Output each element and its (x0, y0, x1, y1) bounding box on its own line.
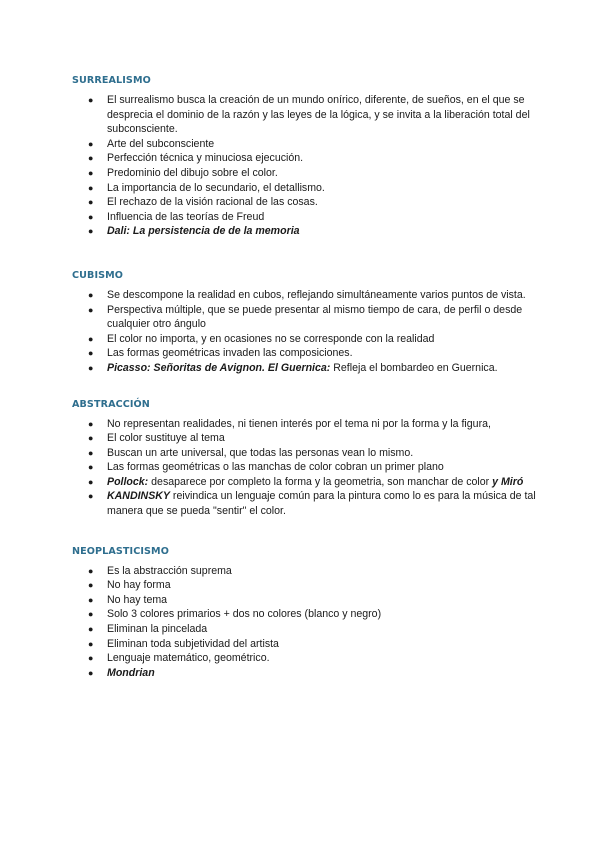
picasso-description: Refleja el bombardeo en Guernica. (330, 361, 498, 374)
artist-kandinsky: KANDINSKY (107, 490, 170, 503)
bullet-icon: ● (88, 362, 94, 373)
list-item: ● No representan realidades, ni tienen interés por el tema ni por la forma y la figura, (88, 417, 491, 430)
bullet-icon: ● (88, 418, 94, 429)
bullet-icon: ● (88, 638, 94, 649)
bullet-icon: ● (88, 95, 94, 105)
section-cubismo (72, 269, 540, 376)
bullet-icon: ● (88, 476, 94, 487)
bullet-icon: ● (88, 153, 94, 164)
bullet-list (72, 93, 540, 239)
section-neoplasticismo (72, 545, 540, 681)
bullet-icon: ● (88, 182, 94, 193)
list-item: ● Perspectiva múltiple, que se puede presentar al mismo tiempo de cara, de perfil o desde cualquier otro ángulo (88, 303, 523, 331)
bullet-icon: ● (88, 491, 94, 502)
section-heading: SURREALISMO (72, 75, 151, 86)
bullet-icon: ● (88, 624, 94, 635)
list-item: ● Buscan un arte universal, que todas las personas vean lo mismo. (88, 446, 414, 459)
artwork-picasso: Picasso: Señoritas de Avignon. El Guernica: (107, 361, 331, 374)
list-item: ● El surrealismo busca la creación de un mundo onírico, diferente, de sueños, en el que se desprecia el dominio de la razón y las leyes de la lógica, y se invita a la liberación total del subconsciente. (88, 94, 530, 136)
bullet-icon: ● (88, 462, 94, 473)
list-item: ● Es la abstracción suprema (88, 564, 232, 577)
kandinsky-description: reivindica un lenguaje común para la pintura como lo es para la música de tal manera que se pueda "sentir" el color. (107, 490, 536, 518)
bullet-icon: ● (88, 304, 94, 315)
bullet-icon: ● (88, 580, 94, 591)
bullet-icon: ● (88, 667, 94, 678)
artist-mondrian: Mondrian (107, 666, 155, 679)
list-item: ● No hay forma (88, 579, 171, 592)
artist-pollock: Pollock: (107, 475, 149, 488)
bullet-icon: ● (88, 289, 94, 300)
list-item: ● La importancia de lo secundario, el detallismo. (88, 181, 325, 194)
list-item (72, 224, 540, 239)
bullet-icon: ● (88, 653, 94, 664)
artwork-dali: Dali: La persistencia de de la memoria (107, 225, 300, 238)
list-item: ● El color sustituye al tema (88, 432, 225, 445)
section-abstraccion (72, 398, 540, 519)
bullet-icon: ● (88, 609, 94, 620)
list-item (72, 361, 540, 376)
list-item (72, 489, 540, 518)
list-item: ● Se descompone la realidad en cubos, reflejando simultáneamente varios puntos de vista. (88, 288, 526, 301)
section-surrealismo (72, 74, 540, 239)
list-item: ● Perfección técnica y minuciosa ejecución. (88, 152, 304, 165)
list-item: ● El rechazo de la visión racional de las cosas. (88, 196, 318, 209)
bullet-icon: ● (88, 565, 94, 576)
list-item: ● Influencia de las teorías de Freud (88, 210, 265, 223)
section-heading: NEOPLASTICISMO (72, 545, 169, 557)
list-item: ● No hay tema (88, 593, 168, 606)
section-heading: CUBISMO (72, 269, 124, 281)
bullet-icon: ● (88, 594, 94, 605)
list-item: ● Lenguaje matemático, geométrico. (88, 652, 270, 665)
section-heading: ABSTRACCIÓN (72, 398, 150, 410)
list-item: ● El color no importa, y en ocasiones no se corresponde con la realidad (88, 332, 435, 345)
bullet-icon: ● (88, 348, 94, 359)
bullet-icon: ● (88, 226, 94, 237)
bullet-icon: ● (88, 197, 94, 208)
bullet-icon: ● (88, 333, 94, 344)
bullet-icon: ● (88, 211, 94, 222)
list-item: ● Arte del subconsciente (88, 137, 215, 150)
bullet-list (72, 288, 540, 376)
list-item: ● Eliminan la pincelada (88, 623, 208, 636)
list-item: ● Eliminan toda subjetividad del artista (88, 637, 279, 650)
artist-miro: y Miró (492, 475, 524, 488)
list-item: ● Las formas geométricas invaden las composiciones. (88, 347, 353, 360)
bullet-icon: ● (88, 447, 94, 458)
list-item: ● Solo 3 colores primarios + dos no colores (blanco y negro) (88, 608, 382, 621)
pollock-description: desaparece por completo la forma y la geometria, son manchar de color (148, 475, 493, 488)
list-item (72, 666, 540, 681)
bullet-list (72, 417, 540, 519)
bullet-icon: ● (88, 167, 94, 178)
bullet-icon: ● (88, 138, 94, 149)
list-item: ● Predominio del dibujo sobre el color. (88, 166, 278, 179)
list-item (72, 475, 540, 490)
bullet-list (72, 564, 540, 681)
list-item: ● Las formas geométricas o las manchas de color cobran un primer plano (88, 461, 444, 474)
bullet-icon: ● (88, 433, 94, 444)
